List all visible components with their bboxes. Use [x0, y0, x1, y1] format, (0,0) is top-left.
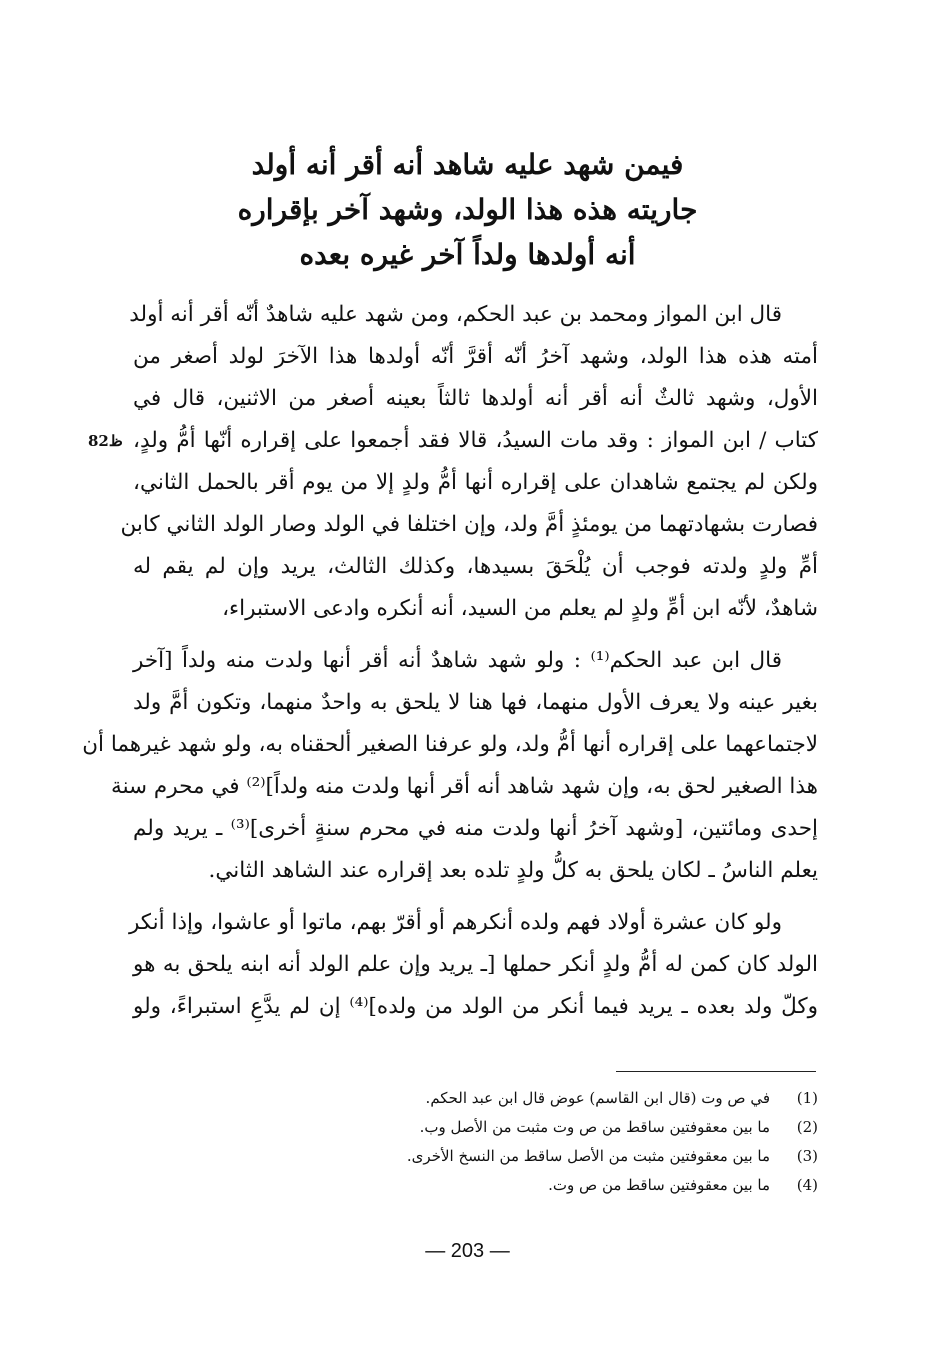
text-line: إحدى ومائتين، [وشهد آخرُ أنها ولدت منه في محرم سنةٍ أخرى]⁽³⁾ ـ يريد ولم	[133, 816, 818, 841]
title-line: جاريته هذه هذا الولد، وشهد آخر بإقراره	[237, 193, 698, 226]
text-line: كتاب / ابن المواز : وقد مات السيدُ، قالا فقد أجمعوا على إقراره أنّها أمُّ ولدٍ،	[133, 428, 818, 453]
text-line: لاجتماعهما على إقراره أنها أمُّ ولد، ولو عرفنا الصغير ألحقناه به، ولو شهد غيرهما أن	[82, 732, 818, 757]
manuscript-folio-marker: ظ82	[88, 432, 123, 450]
footnote-number: (4)	[796, 1176, 818, 1194]
text-line: الولد كان كمن له أمُّ ولدٍ أنكر حملها [ـ يريد وإن علم الولد أنه ابنه يلحق به هو	[133, 952, 818, 977]
footnote-text: ما بين معقوفتين ساقط من ص وت مثبت من الأصل وب.	[419, 1118, 770, 1136]
footnote-text: في ص وت (قال ابن القاسم) عوض قال ابن عبد الحكم.	[425, 1089, 770, 1107]
footnote-number: (2)	[796, 1118, 818, 1136]
footnote	[407, 1113, 818, 1142]
page-number: — 203 —	[425, 1240, 510, 1262]
footnote	[407, 1171, 818, 1200]
footnote	[407, 1084, 818, 1113]
text-line: فصارت بشهادتهما من يومئذٍ أمَّ ولد، وإن اختلفا في الولد وصار الولد الثاني كابن	[120, 512, 818, 537]
text-line: ولو كان عشرة أولاد فهم ولده أنكرهم أو أقرّ بهم، ماتوا أو عاشوا، وإذا أنكر	[128, 910, 782, 935]
footnote	[407, 1142, 818, 1171]
text-line: قال ابن المواز ومحمد بن عبد الحكم، ومن شهد عليه شاهدٌ أنّه أقر أنه أولد	[129, 302, 782, 327]
footnote-text: ما بين معقوفتين ساقط من ص وت.	[548, 1176, 770, 1194]
footnotes	[407, 1084, 818, 1200]
text-line: وكلّ ولد بعده ـ يريد فيما أنكر من الولد من ولده]⁽⁴⁾ إن لم يدَّعِ استبراءً، ولو	[133, 994, 819, 1019]
text-line: هذا الصغير لحق به، وإن شهد شاهد أنه أقر أنها ولدت منه ولداً]⁽²⁾ في محرم سنة	[111, 774, 818, 799]
text-line: يعلم الناسُ ـ لكان يلحق به كلُّ ولدٍ تلده بعد إقراره عند الشاهد الثاني.	[208, 858, 818, 883]
title-line: فيمن شهد عليه شاهد أنه أقر أنه أولد	[251, 148, 684, 181]
text-line: الأول، وشهد ثالثٌ أنه أقر أنه أولدها ثالثاً بعينه أصغر من الاثنين، قال في	[133, 386, 818, 411]
paragraph	[82, 640, 818, 892]
footnote-number: (3)	[796, 1147, 818, 1165]
chapter-title	[150, 142, 785, 277]
text-line: قال ابن عبد الحكم⁽¹⁾ : ولو شهد شاهدٌ أنه أقر أنها ولدت منه ولداً [آخر	[133, 648, 782, 673]
title-line: أنه أولدها ولداً آخر غيره بعده	[299, 238, 636, 271]
text-line: أمته هذه هذا الولد، وشهد آخرُ أنّه أقرَّ أنّه أولدها هذا الآخرَ لولد أصغر من	[133, 344, 818, 369]
paragraph	[120, 294, 818, 630]
text-line: بغير عينه ولا يعرف الأول منهما، فها هنا لا يلحق به واحدٌ منهما، وتكون أمَّ ولد	[133, 690, 818, 715]
text-line: شاهدٌ، لأنّه ابن أمِّ ولدٍ لم يعلم من السيد، أنه أنكره وادعى الاستبراء،	[222, 596, 818, 621]
footnote-number: (1)	[796, 1089, 818, 1107]
paragraph	[128, 902, 819, 1028]
footnote-divider	[616, 1071, 816, 1072]
text-line: ولكن لم يجتمع شاهدان على إقراره أنها أمُّ ولدٍ إلا من يوم أقر بالحمل الثاني،	[133, 470, 818, 495]
text-line: أمِّ ولدٍ ولدته فوجب أن يُلْحَقَ بسيدها، وكذلك الثالث، يريد وإن لم يقم له	[133, 554, 818, 579]
footnote-text: ما بين معقوفتين مثبت من الأصل ساقط من النسخ الأخرى.	[406, 1147, 770, 1165]
